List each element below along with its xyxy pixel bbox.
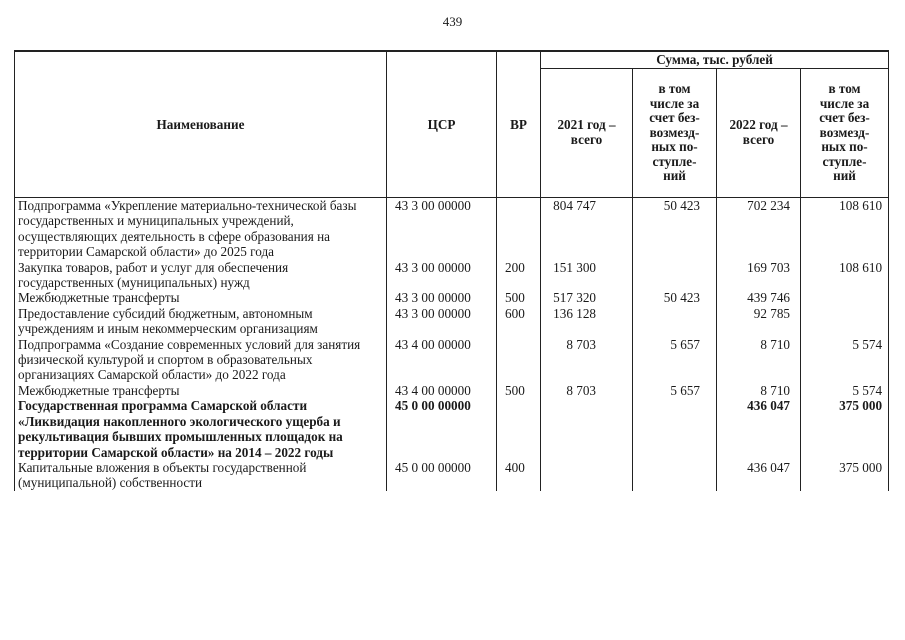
row-2021-free — [633, 260, 717, 291]
row-csr: 45 0 00 00000 — [387, 460, 497, 491]
row-name: Капитальные вложения в объекты государственной (муниципальной) собственности — [15, 460, 387, 491]
row-csr: 43 3 00 00000 — [387, 260, 497, 291]
row-2022-total: 8 710 — [717, 337, 801, 383]
row-2021-total: 8 703 — [541, 383, 633, 398]
header-csr: ЦСР — [387, 51, 497, 198]
header-2022-total: 2022 год – всего — [717, 69, 801, 198]
table-header — [15, 51, 889, 198]
table-row — [15, 198, 889, 260]
row-name: Закупка товаров, работ и услуг для обеспечения государственных (муниципальных) нужд — [15, 260, 387, 291]
row-2021-free — [633, 460, 717, 491]
table-body — [15, 198, 889, 491]
table-row — [15, 398, 889, 460]
table-row — [15, 383, 889, 398]
row-2022-free — [801, 306, 889, 337]
row-csr: 43 3 00 00000 — [387, 290, 497, 305]
header-2021-free: в том числе за счет без- возмезд- ных по- ступле- ний — [633, 69, 717, 198]
row-csr: 43 3 00 00000 — [387, 198, 497, 260]
row-2021-total: 517 320 — [541, 290, 633, 305]
header-name: Наименование — [15, 51, 387, 198]
row-vr — [497, 337, 541, 383]
header-sum-group: Сумма, тыс. рублей — [541, 51, 889, 69]
row-2021-total: 8 703 — [541, 337, 633, 383]
row-name: Предоставление субсидий бюджетным, автономным учреждениям и иным некоммерческим организациям — [15, 306, 387, 337]
row-2021-total: 804 747 — [541, 198, 633, 260]
row-2022-total: 702 234 — [717, 198, 801, 260]
row-vr: 500 — [497, 383, 541, 398]
row-2022-free — [801, 290, 889, 305]
table-row — [15, 337, 889, 383]
row-2021-total — [541, 460, 633, 491]
row-2022-total: 8 710 — [717, 383, 801, 398]
row-2021-free: 5 657 — [633, 337, 717, 383]
row-csr: 43 4 00 00000 — [387, 337, 497, 383]
row-name: Подпрограмма «Создание современных условий для занятия физической культурой и спортом в образовательных организациях Самарской области» до 2022 года — [15, 337, 387, 383]
row-2022-total: 169 703 — [717, 260, 801, 291]
row-2022-total: 436 047 — [717, 398, 801, 460]
row-2021-total: 151 300 — [541, 260, 633, 291]
row-csr: 43 4 00 00000 — [387, 383, 497, 398]
row-2021-free — [633, 398, 717, 460]
row-vr: 400 — [497, 460, 541, 491]
row-vr — [497, 198, 541, 260]
row-name: Государственная программа Самарской области «Ликвидация накопленного экологического ущерба и рекультивация бывших промышленных площадок на территории Самарской области» на 2014 – 2022 годы — [15, 398, 387, 460]
row-2021-free: 50 423 — [633, 290, 717, 305]
header-2021-total: 2021 год – всего — [541, 69, 633, 198]
row-2022-free: 375 000 — [801, 460, 889, 491]
row-2022-free: 5 574 — [801, 383, 889, 398]
header-vr: ВР — [497, 51, 541, 198]
table-row — [15, 290, 889, 305]
row-2021-total: 136 128 — [541, 306, 633, 337]
row-name: Межбюджетные трансферты — [15, 383, 387, 398]
row-csr: 43 3 00 00000 — [387, 306, 497, 337]
row-vr: 200 — [497, 260, 541, 291]
row-2021-free: 50 423 — [633, 198, 717, 260]
table-row — [15, 460, 889, 491]
row-2022-total: 436 047 — [717, 460, 801, 491]
row-2022-total: 439 746 — [717, 290, 801, 305]
row-2021-free: 5 657 — [633, 383, 717, 398]
row-vr — [497, 398, 541, 460]
row-2022-free: 108 610 — [801, 198, 889, 260]
row-csr: 45 0 00 00000 — [387, 398, 497, 460]
row-vr: 500 — [497, 290, 541, 305]
row-2022-free: 5 574 — [801, 337, 889, 383]
row-vr: 600 — [497, 306, 541, 337]
table-row — [15, 306, 889, 337]
page-number: 439 — [442, 14, 463, 29]
table-row — [15, 260, 889, 291]
row-2022-free: 375 000 — [801, 398, 889, 460]
row-2021-free — [633, 306, 717, 337]
row-2021-total — [541, 398, 633, 460]
row-2022-total: 92 785 — [717, 306, 801, 337]
header-2022-free: в том числе за счет без- возмезд- ных по- ступле- ний — [801, 69, 889, 198]
budget-table — [14, 50, 889, 491]
row-name: Подпрограмма «Укрепление материально-технической базы государственных и муниципальных учреждений, осуществляющих деятельность в сфере образования на территории Самарской области» до 2025 года — [15, 198, 387, 260]
row-name: Межбюджетные трансферты — [15, 290, 387, 305]
row-2022-free: 108 610 — [801, 260, 889, 291]
